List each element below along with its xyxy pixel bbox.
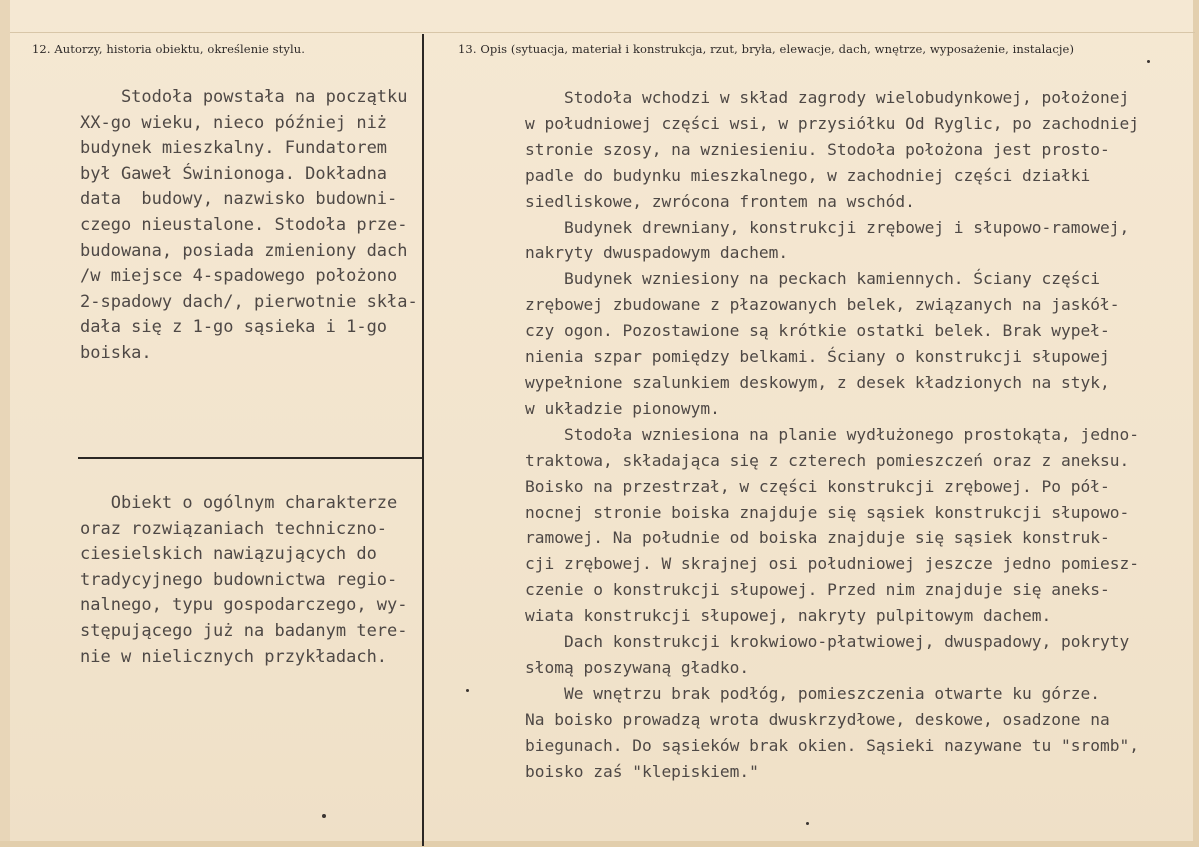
style-line: stępującego już na badanym tere-: [80, 620, 408, 641]
description-line: padle do budynku mieszkalnego, w zachodniej części działki: [525, 165, 1091, 185]
description-line: zrębowej zbudowane z płazowanych belek, związanych na jaskół-: [525, 295, 1120, 315]
history-line: budowana, posiada zmieniony dach: [80, 240, 408, 261]
style-line: Obiekt o ogólnym charakterze: [80, 493, 398, 513]
description-line: Boisko na przestrzał, w części konstrukcji zrębowej. Po pół-: [525, 476, 1110, 496]
history-line: XX-go wieku, nieco później niż: [80, 112, 388, 133]
history-line: Stodoła powstała na początku: [80, 87, 408, 107]
description-line: siedliskowe, zwrócona frontem na wschód.: [525, 191, 915, 211]
form-top-rule: [10, 32, 1195, 33]
section-12-divider: [78, 457, 422, 459]
description-line: czy ogon. Pozostawione są krótkie ostatki belek. Brak wypeł-: [525, 321, 1110, 341]
history-line: był Gaweł Świnionoga. Dokładna: [80, 163, 388, 184]
history-line: czego nieustalone. Stodoła prze-: [80, 214, 408, 235]
style-line: ciesielskich nawiązujących do: [80, 544, 377, 565]
description-line: We wnętrzu brak podłóg, pomieszczenia otwarte ku górze.: [525, 683, 1100, 703]
description-line: wiata konstrukcji słupowej, nakryty pulpitowym dachem.: [525, 606, 1052, 626]
style-text: [80, 491, 408, 670]
column-divider: [422, 34, 424, 846]
description-line: Stodoła wchodzi w skład zagrody wielobudynkowej, położonej: [525, 88, 1130, 107]
description-line: boisko zaś "klepiskiem.": [525, 761, 759, 781]
style-line: nie w nielicznych przykładach.: [80, 646, 388, 667]
description-line: ramowej. Na południe od boiska znajduje się sąsiek konstruk-: [525, 528, 1110, 548]
description-line: stronie szosy, na wzniesieniu. Stodoła położona jest prosto-: [525, 139, 1110, 159]
history-line: dała się z 1-go sąsieka i 1-go: [80, 317, 388, 338]
style-line: nalnego, typu gospodarczego, wy-: [80, 595, 408, 616]
description-line: nakryty dwuspadowym dachem.: [525, 243, 789, 263]
description-line: w południowej części wsi, w przysiółku Od Ryglic, po zachodniej: [525, 113, 1139, 133]
description-line: słomą poszywaną gładko.: [525, 657, 750, 677]
ink-speck: [806, 822, 809, 825]
page-edge-bottom: [0, 841, 1199, 847]
description-text: [525, 85, 1139, 784]
description-line: czenie o konstrukcji słupowej. Przed nim znajduje się aneks-: [525, 580, 1110, 600]
description-line: Budynek drewniany, konstrukcji zrębowej i słupowo-ramowej,: [525, 217, 1130, 237]
history-line: data budowy, nazwisko budowni-: [80, 189, 398, 210]
description-line: Dach konstrukcji krokwiowo-płatwiowej, dwuspadowy, pokryty: [525, 632, 1130, 652]
description-line: Stodoła wzniesiona na planie wydłużonego prostokąta, jedno-: [525, 424, 1139, 444]
style-line: oraz rozwiązaniach techniczno-: [80, 518, 388, 539]
section-12-heading: 12. Autorzy, historia obiektu, określenie stylu.: [32, 42, 306, 56]
history-text: [80, 85, 418, 367]
ink-speck: [466, 689, 469, 692]
description-line: nocnej stronie boiska znajduje się sąsiek konstrukcji słupowo-: [525, 502, 1130, 522]
ink-speck: [322, 814, 326, 818]
description-line: wypełnione szalunkiem deskowym, z desek kładzionych na styk,: [525, 372, 1110, 392]
description-line: traktowa, składająca się z czterech pomieszczeń oraz z aneksu.: [525, 450, 1130, 470]
section-13-heading: 13. Opis (sytuacja, materiał i konstrukcja, rzut, bryła, elewacje, dach, wnętrze, wyposażenie, instalacje): [458, 42, 1075, 56]
page-edge-right: [1193, 0, 1199, 847]
description-line: Na boisko prowadzą wrota dwuskrzydłowe, deskowe, osadzone na: [525, 709, 1110, 729]
page-edge-left: [0, 0, 10, 847]
description-line: Budynek wzniesiony na peckach kamiennych. Ściany części: [525, 269, 1100, 289]
ink-speck: [1147, 60, 1150, 63]
style-line: tradycyjnego budownictwa regio-: [80, 569, 398, 590]
description-line: w układzie pionowym.: [525, 398, 720, 418]
description-line: biegunach. Do sąsieków brak okien. Sąsieki nazywane tu "sromb",: [525, 735, 1139, 755]
history-line: budynek mieszkalny. Fundatorem: [80, 138, 388, 159]
description-line: cji zrębowej. W skrajnej osi południowej jeszcze jedno pomiesz-: [525, 554, 1139, 574]
history-line: /w miejsce 4-spadowego położono: [80, 266, 398, 287]
history-line: boiska.: [80, 342, 152, 363]
description-line: nienia szpar pomiędzy belkami. Ściany o konstrukcji słupowej: [525, 347, 1110, 367]
history-line: 2-spadowy dach/, pierwotnie skła-: [80, 291, 418, 312]
